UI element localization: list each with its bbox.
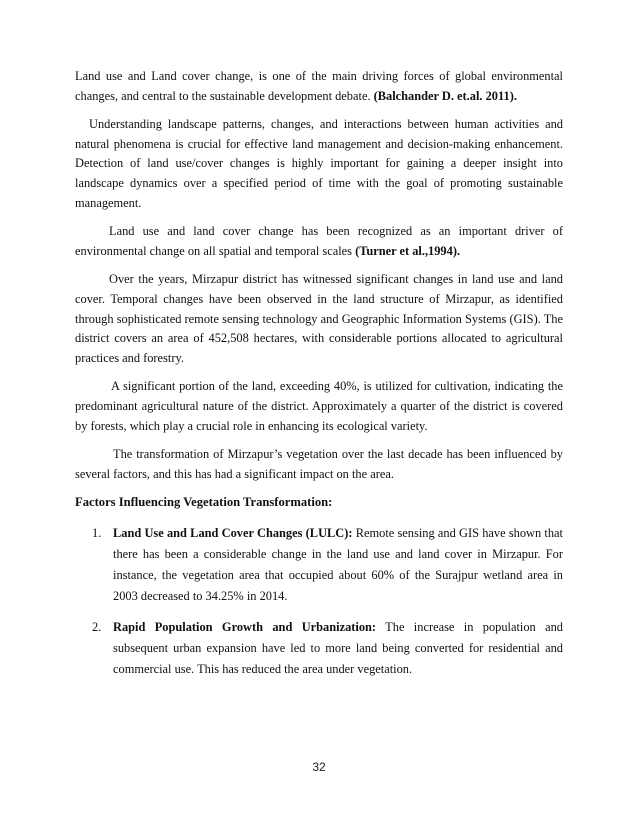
paragraph-6-text: The transformation of Mirzapur’s vegetation over the last decade has been influenced by several factors, and this has had a significant impact on the area.: [75, 447, 563, 481]
section-heading: Factors Influencing Vegetation Transformation:: [75, 495, 333, 510]
paragraph-1: [75, 67, 563, 106]
paragraph-1-text: Land use and Land cover change, is one of the main driving forces of global environmental changes, and central to the sustainable development debate.: [75, 69, 563, 103]
page-number: 32: [312, 760, 326, 774]
paragraph-3: [75, 222, 563, 261]
paragraph-4-text: Over the years, Mirzapur district has witnessed significant changes in land use and land cover. Temporal changes have been observed in the land structure of Mirzapur, as identified through sophisticated remote sensing technology and Geographic Information Systems (GIS). The district covers an area of 452,508 hectares, with considerable portions allocated to agricultural practices and forestry.: [75, 272, 563, 365]
list-item: [75, 617, 563, 680]
citation-balchander: (Balchander D. et.al. 2011).: [373, 88, 517, 103]
paragraph-3-text: Land use and land cover change has been recognized as an important driver of environmental change on all spatial and temporal scales: [75, 224, 563, 258]
citation-turner: (Turner et al.,1994).: [355, 243, 461, 258]
list-item-text: Remote sensing and GIS have shown that there has been a considerable change in the land use and land cover in Mirzapur. For instance, the vegetation area that occupied about 60% of the Surajpur wetland area in 2003 decreased to 34.25% in 2014.: [113, 526, 563, 604]
list-item-text: The increase in population and subsequent urban expansion have led to more land being converted for residential and commercial use. This has reduced the area under vegetation.: [113, 620, 563, 677]
list-item-title: Land Use and Land Cover Changes (LULC):: [113, 526, 353, 541]
list-item-title: Rapid Population Growth and Urbanization:: [113, 620, 377, 635]
paragraph-5-text: A significant portion of the land, exceeding 40%, is utilized for cultivation, indicating the predominant agricultural nature of the district. Approximately a quarter of the district is covered by forests, which play a crucial role in enhancing its ecological variety.: [75, 379, 563, 433]
factors-list: [75, 523, 563, 680]
paragraph-6: [75, 445, 563, 484]
paragraph-5: [75, 377, 563, 436]
page-content: [75, 67, 563, 690]
list-item: [75, 523, 563, 607]
list-item-number: 1.: [92, 526, 102, 541]
paragraph-2: [75, 115, 563, 213]
paragraph-4: [75, 270, 563, 368]
list-item-number: 2.: [92, 620, 102, 635]
paragraph-2-text: Understanding landscape patterns, changes, and interactions between human activities and natural phenomena is crucial for effective land management and decision-making enhancement. Detection of land use/cover changes is highly important for gaining a deeper insight into landscape dynamics over a specified period of time with the goal of promoting sustainable management.: [75, 117, 563, 210]
